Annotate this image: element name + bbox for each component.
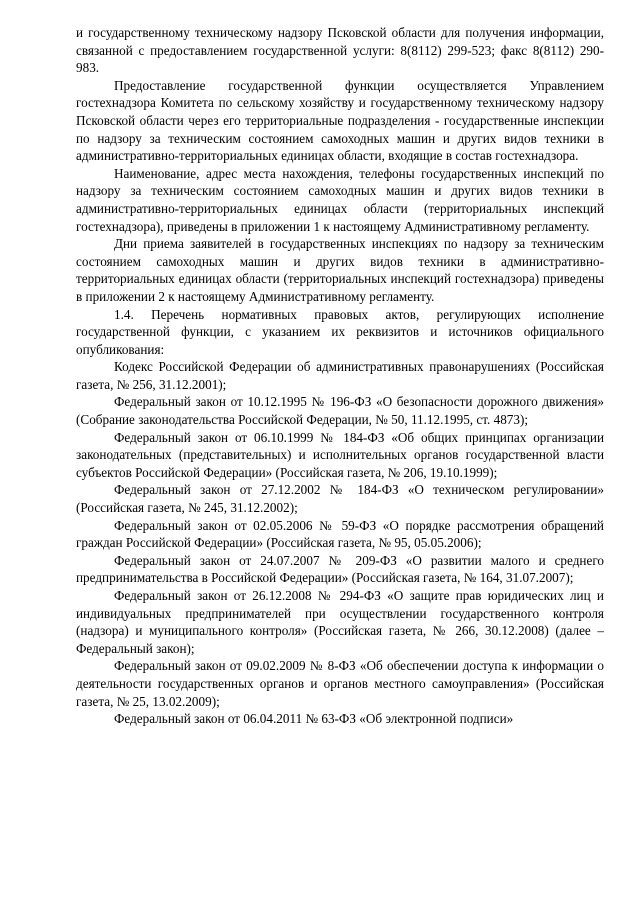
paragraph-act-196-fz: Федеральный закон от 10.12.1995 № 196-ФЗ «О безопасности дорожного движения» (Собрание законодательства Российской Федерации, № 50, 11.12.1995, ст. 4873);: [76, 394, 604, 428]
paragraph-act-59-fz: Федеральный закон от 02.05.2006 № 59-ФЗ «О порядке рассмотрения обращений граждан Российской Федерации» (Российская газета, № 95, 05.05.2006);: [76, 517, 604, 551]
paragraph-act-8-fz: Федеральный закон от 09.02.2009 № 8-ФЗ «Об обеспечении доступа к информации о деятельности государственных органов и органов местного самоуправления» (Российская газета, № 25, 13.02.2009);: [76, 658, 604, 709]
paragraph-inspections-addresses: Наименование, адрес места нахождения, телефоны государственных инспекций по надзору за техническим состоянием самоходных машин и других видов техники в административно-территориальных единицах области (территориальных инспекций гостехнадзора), приведены в приложении 1 к настоящему Административному регламенту.: [76, 165, 604, 234]
paragraph-section-1-4-heading: 1.4. Перечень нормативных правовых актов, регулирующих исполнение государственной функции, с указанием их реквизитов и источников официального опубликования:: [76, 306, 604, 357]
paragraph-act-63-fz: Федеральный закон от 06.04.2011 № 63-ФЗ «Об электронной подписи»: [114, 711, 514, 727]
paragraph-act-koap: Кодекс Российской Федерации об административных правонарушениях (Российская газета, № 256, 31.12.2001);: [76, 359, 604, 392]
paragraph-contacts-continued: и государственному техническому надзору Псковской области для получения информации, связанной с предоставлением государственной услуги: 8(8112) 299-523; факс 8(8112) 290-983.: [76, 25, 604, 76]
paragraph-function-provider: Предоставление государственной функции осуществляется Управлением гостехнадзора Комитета по сельскому хозяйству и государственному техническому надзору Псковской области через его территориальные подразделения - государственные инспекции по надзору за техническим состоянием самоходных машин и других видов техники в административно-территориальных единицах области, входящие в состав гостехнадзора.: [76, 77, 604, 164]
paragraph-act-209-fz: Федеральный закон от 24.07.2007 № 209-ФЗ «О развитии малого и среднего предпринимательства в Российской Федерации» (Российская газета, № 164, 31.07.2007);: [76, 552, 604, 586]
paragraph-act-184-fz-1999: Федеральный закон от 06.10.1999 № 184-ФЗ «Об общих принципах организации законодательных (представительных) и исполнительных органов государственной власти субъектов Российской Федерации» (Российская газета, № 206, 19.10.1999);: [76, 429, 604, 480]
paragraph-act-184-fz-2002: Федеральный закон от 27.12.2002 № 184-ФЗ «О техническом регулировании» (Российская газета, № 245, 31.12.2002);: [76, 482, 604, 516]
paragraph-reception-days: Дни приема заявителей в государственных инспекциях по надзору за техническим состоянием самоходных машин и других видов техники в административно-территориальных единицах области (территориальных инспекций гостехнадзора) приведены в приложении 2 к настоящему Административному регламенту.: [76, 236, 604, 304]
paragraph-act-294-fz: Федеральный закон от 26.12.2008 № 294-ФЗ «О защите прав юридических лиц и индивидуальных предпринимателей при осуществлении государственного контроля (надзора) и муниципального контроля» (Российская газета, № 266, 30.12.2008) (далее – Федеральный закон);: [76, 588, 604, 656]
